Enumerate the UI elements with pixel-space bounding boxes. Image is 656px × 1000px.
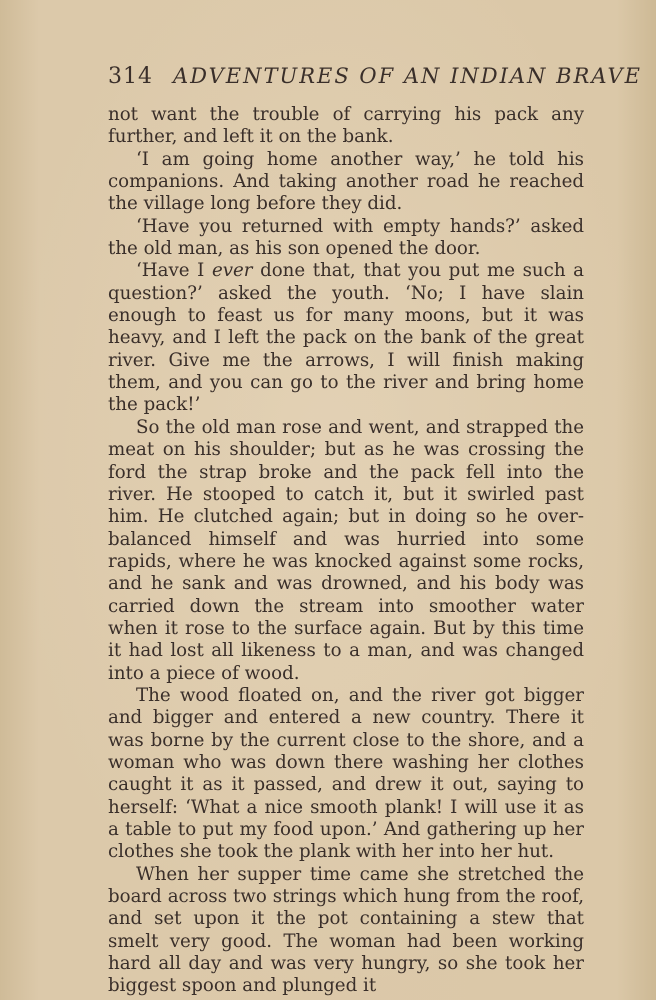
paragraph-4-start: ‘Have I (136, 260, 212, 282)
body-text (108, 104, 584, 998)
paragraph-6: The wood floated on, and the river got bigger and bigger and entered a new country. There it was borne by the current close to the shore, and a woman who was down there washing her clothes caught it as it passed, and drew it out, saying to herself: ‘What a nice smooth plank! I will use it as a table to put my food upon.’ And gathering up her clothes she took the plank with her into her hut. (108, 684, 584, 863)
paragraph-2: ‘I am going home another way,’ he told his companions. And taking another road he reached the village long before they did. (108, 148, 584, 215)
paragraph-7: When her supper time came she stretched the board across two strings which hung from the roof, and set upon it the pot containing a stew that smelt very good. The woman had been working hard all day and was very hungry, so she took her biggest spoon and plunged it (108, 863, 584, 997)
running-header (108, 64, 642, 94)
italic-word: ever (211, 260, 253, 282)
paragraph-5: So the old man rose and went, and strapped the meat on his shoulder; but as he was crossing the ford the strap broke and the pack fell into the river. He stooped to catch it, but it swirled past him. He clutched again; but in doing so he over-balanced himself and was hurried into some rapids, where he was knocked against some rocks, and he sank and was drowned, and his body was carried down the stream into smoother water when it rose to the surface again. But by this time it had lost all likeness to a man, and was changed into a piece of wood. (108, 416, 584, 684)
paragraph-4-end: done that, that you put me such a question?’ asked the youth. ‘No; I have slain enough to feast us for many moons, but it was heavy, and I left the pack on the bank of the great river. Give me the arrows, I will finish making them, and you can go to the river and bring home the pack!’ (108, 260, 584, 416)
paragraph-1: not want the trouble of carrying his pack any further, and left it on the bank. (108, 104, 584, 148)
page-number: 314 (108, 64, 153, 89)
paragraph-3: ‘Have you returned with empty hands?’ asked the old man, as his son opened the door. (108, 215, 584, 260)
paragraph-4 (108, 260, 584, 416)
running-title: ADVENTURES OF AN INDIAN BRAVE (173, 64, 642, 88)
